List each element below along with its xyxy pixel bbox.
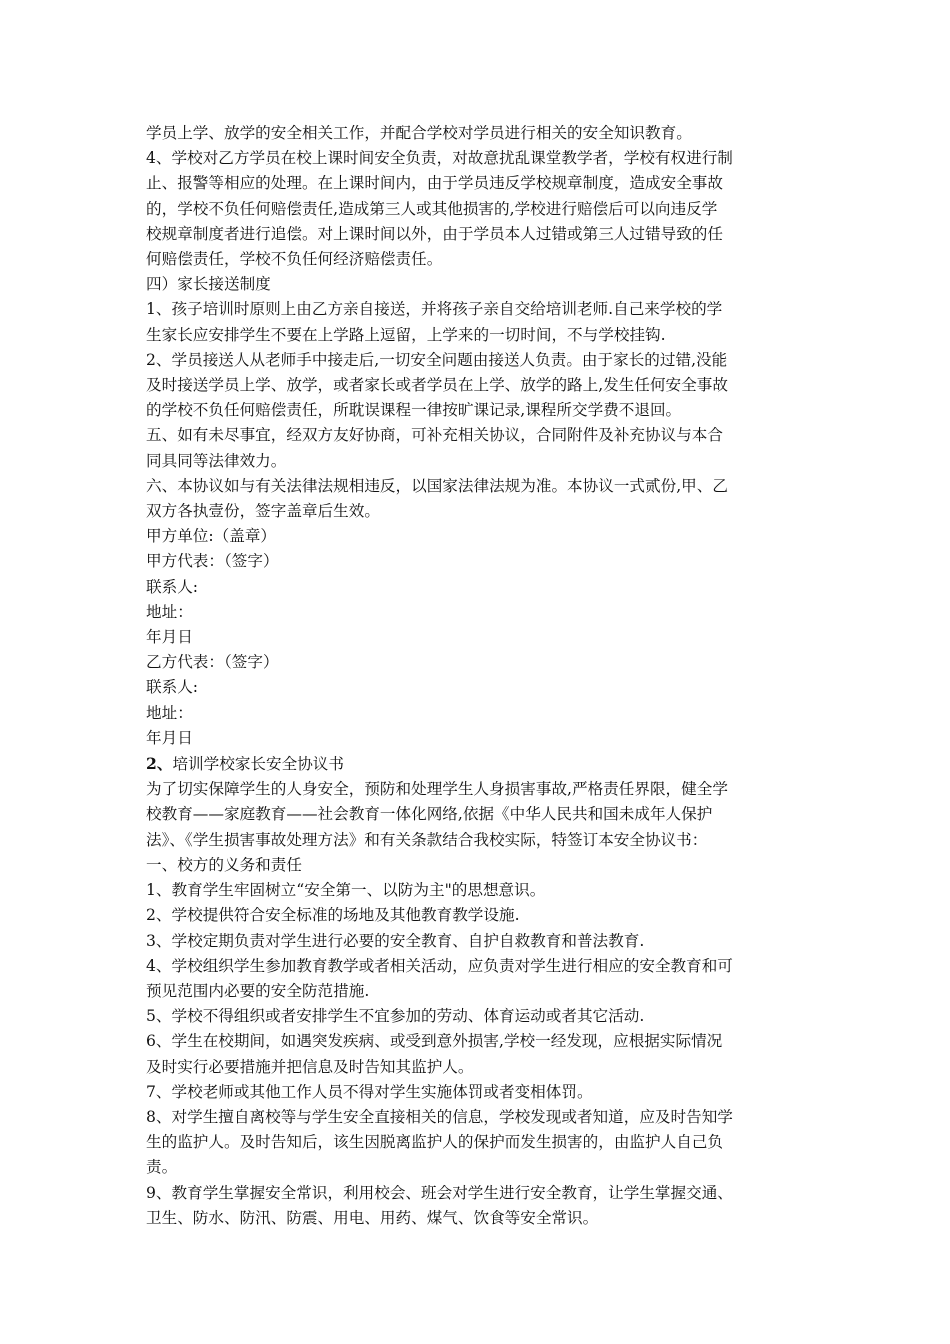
text-line: 1、教育学生牢固树立“安全第一、以防为主"的思想意识。 xyxy=(146,881,546,900)
text-line: 卫生、防水、防汛、防震、用电、用药、煤气、饮食等安全常识。 xyxy=(146,1208,599,1227)
document-body xyxy=(146,121,814,1231)
text-line: 止、报警等相应的处理。在上课时间内，由于学员违反学校规章制度，造成安全事故 xyxy=(146,174,723,193)
text-line: 法》、《学生损害事故处理方法》和有关条款结合我校实际，特签订本安全协议书： xyxy=(146,830,708,849)
section-title xyxy=(146,751,814,777)
signature-field: 年月日 xyxy=(146,728,193,747)
signature-field: 联系人: xyxy=(146,577,199,596)
text-line: 2、学校提供符合安全标准的场地及其他教育教学设施. xyxy=(146,906,520,925)
text-line: 的学校不负任何赔偿责任，所耽误课程一律按旷课记录,课程所交学费不退回。 xyxy=(146,401,682,420)
text-line: 同具同等法律效力。 xyxy=(146,451,287,470)
text-line: 7、学校老师或其他工作人员不得对学生实施体罚或者变相体罚。 xyxy=(146,1082,593,1101)
text-line: 责。 xyxy=(146,1158,178,1177)
text-line: 双方各执壹份，签字盖章后生效。 xyxy=(146,502,380,521)
document-page xyxy=(146,121,814,1231)
text-line: 8、对学生擅自离校等与学生安全直接相关的信息，学校发现或者知道，应及时告知学 xyxy=(146,1107,733,1126)
section-title-text: 培训学校家长安全协议书 xyxy=(172,755,344,774)
text-line: 生的监护人。及时告知后，该生因脱离监护人的保护而发生损害的，由监护人自己负 xyxy=(146,1133,723,1152)
text-line: 五、如有未尽事宜，经双方友好协商，可补充相关协议，合同附件及补充协议与本合 xyxy=(146,426,723,445)
text-line: 的，学校不负任何赔偿责任,造成第三人或其他损害的,学校进行赔偿后可以向违反学 xyxy=(146,199,718,218)
text-line: 预见范围内必要的安全防范措施. xyxy=(146,981,370,1000)
text-line: 4、学校对乙方学员在校上课时间安全负责，对故意扰乱课堂教学者，学校有权进行制 xyxy=(146,149,733,168)
text-line: 生家长应安排学生不要在上学路上逗留，上学来的一切时间，不与学校挂钩. xyxy=(146,325,666,344)
text-line: 2、学员接送人从老师手中接走后,一切安全问题由接送人负责。由于家长的过错,没能 xyxy=(146,350,728,369)
text-line: 4、学校组织学生参加教育教学或者相关活动，应负责对学生进行相应的安全教育和可 xyxy=(146,956,733,975)
text-line: 及时接送学员上学、放学，或者家长或者学员在上学、放学的路上,发生任何安全事故 xyxy=(146,376,728,395)
signature-field: 甲方代表：（签字） xyxy=(146,552,279,571)
signature-field: 地址： xyxy=(146,703,193,722)
section-heading: 一、校方的义务和责任 xyxy=(146,855,302,874)
text-line: 5、学校不得组织或者安排学生不宜参加的劳动、体育运动或者其它活动. xyxy=(146,1007,645,1026)
text-line: 学员上学、放学的安全相关工作，并配合学校对学员进行相关的安全知识教育。 xyxy=(146,124,692,142)
text-line: 1、孩子培训时原则上由乙方亲自接送，并将孩子亲自交给培训老师.自己来学校的学 xyxy=(146,300,723,319)
text-line: 何赔偿责任，学校不负任何经济赔偿责任。 xyxy=(146,250,443,269)
text-line: 9、教育学生掌握安全常识，利用校会、班会对学生进行安全教育，让学生掌握交通、 xyxy=(146,1183,733,1202)
text-line: 为了切实保障学生的人身安全，预防和处理学生人身损害事故,严格责任界限，健全学 xyxy=(146,780,728,799)
section-number: 2、 xyxy=(146,754,173,774)
signature-field: 联系人: xyxy=(146,678,199,697)
text-line: 3、学校定期负责对学生进行必要的安全教育、自护自救教育和普法教育. xyxy=(146,931,645,950)
signature-field: 甲方单位:（盖章） xyxy=(146,527,277,546)
signature-field: 年月日 xyxy=(146,628,193,647)
text-line: 六、本协议如与有关法律法规相违反，以国家法律法规为准。本协议一式贰份,甲、乙 xyxy=(146,476,728,495)
signature-field: 乙方代表：（签字） xyxy=(146,653,279,672)
text-line: 校教育——家庭教育——社会教育一体化网络,依据《中华人民共和国未成年人保护 xyxy=(146,805,713,824)
text-line: 6、学生在校期间，如遇突发疾病、或受到意外损害,学校一经发现，应根据实际情况 xyxy=(146,1032,723,1051)
text-line: 及时实行必要措施并把信息及时告知其监护人。 xyxy=(146,1057,474,1076)
signature-field: 地址： xyxy=(146,602,193,621)
text-line: 校规章制度者进行追偿。对上课时间以外，由于学员本人过错或第三人过错导致的任 xyxy=(146,224,723,243)
section-heading: 四）家长接送制度 xyxy=(146,275,271,294)
